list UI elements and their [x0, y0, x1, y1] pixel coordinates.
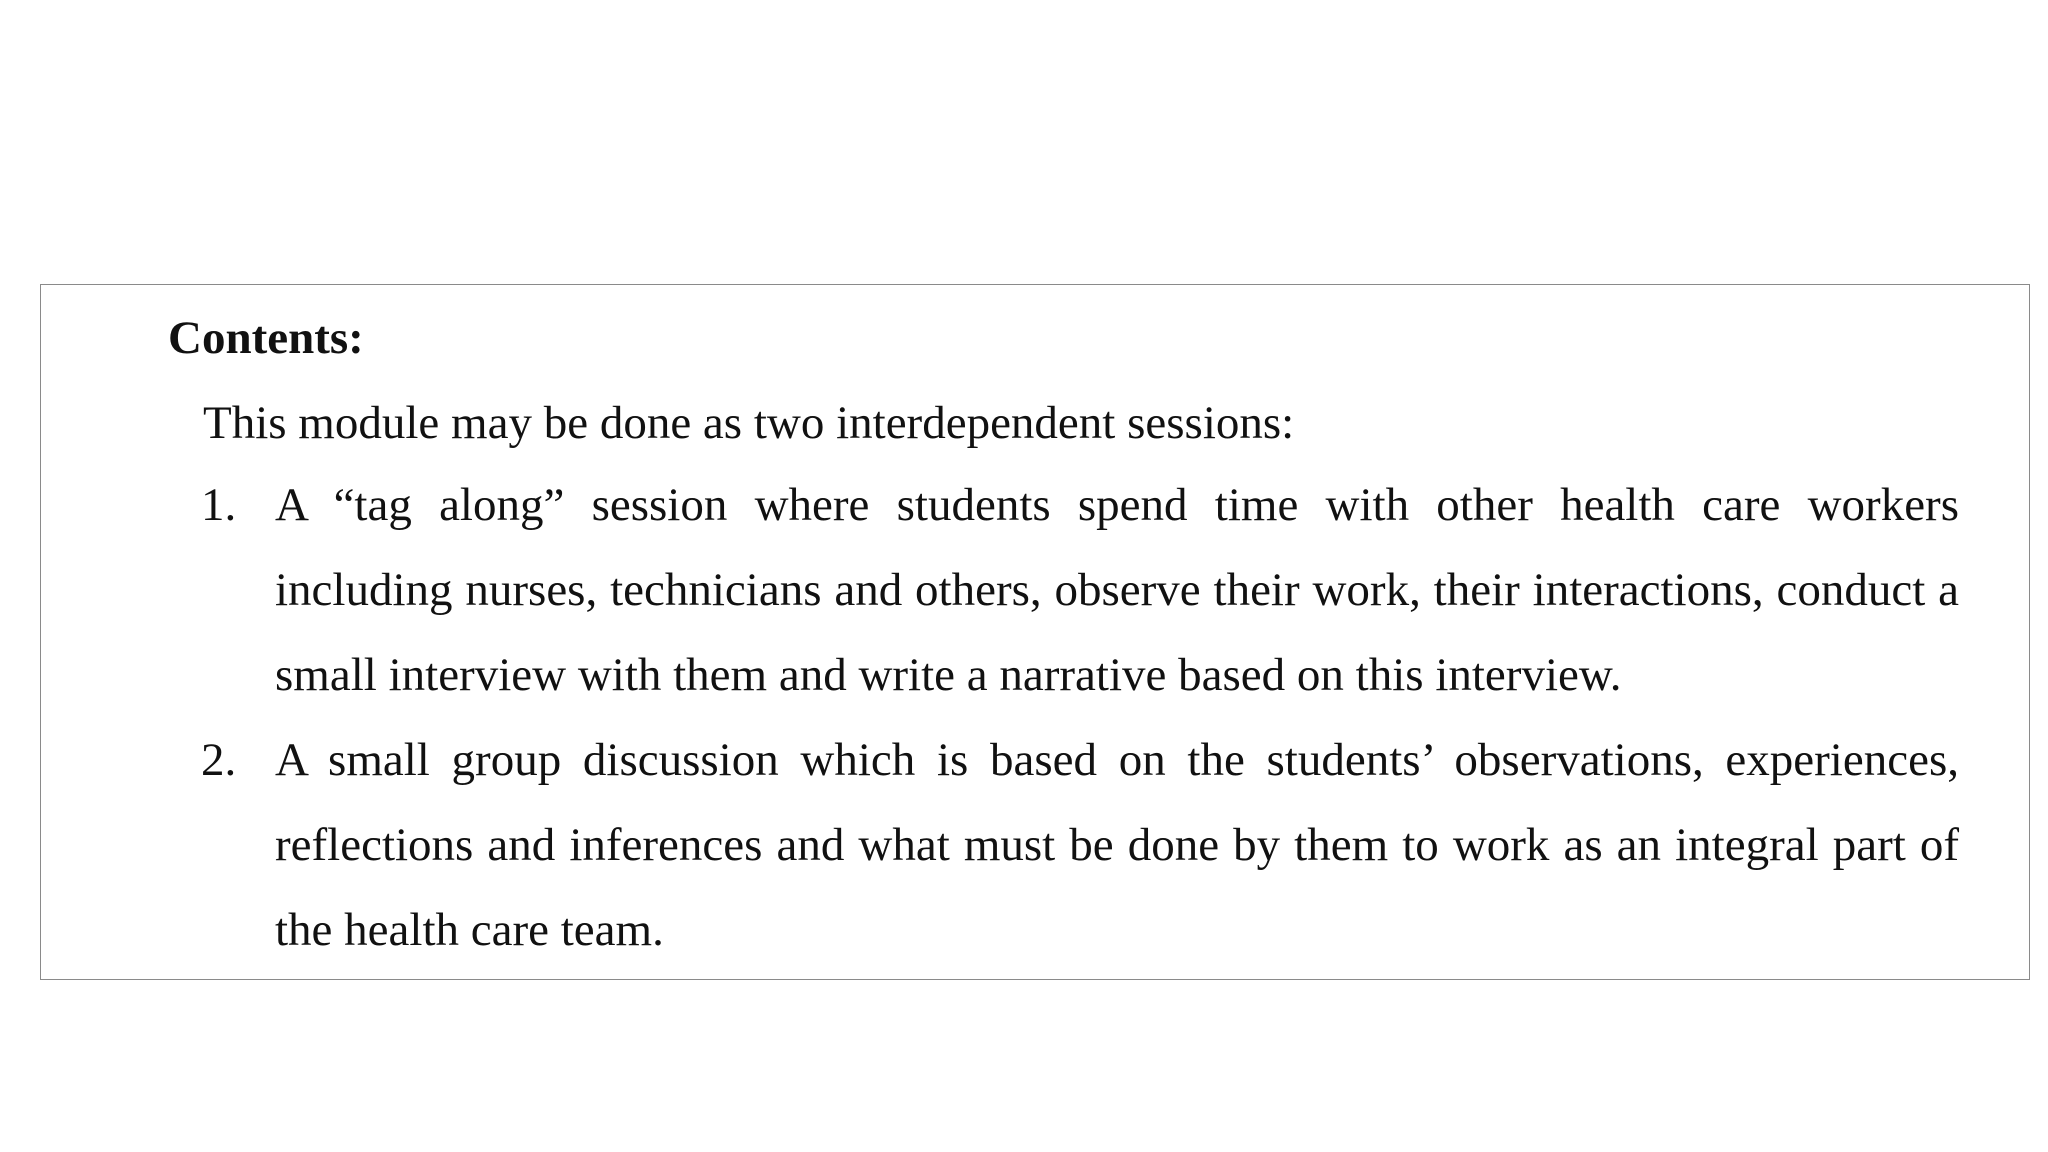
session-list [41, 463, 2029, 973]
list-item-number: 2. [201, 734, 237, 786]
list-item [41, 718, 2029, 973]
list-item-text: A “tag along” session where students spend time with other health care workers including nurses, technicians and others, observe their work, their interactions, conduct a small interview with them and write a narrative based on this interview. [275, 479, 1959, 701]
list-item-text: A small group discussion which is based on the students’ observations, experiences, reflections and inferences and what must be done by them to work as an integral part of the health care team. [275, 734, 1959, 956]
contents-heading: Contents: [168, 312, 364, 364]
list-item [41, 463, 2029, 718]
contents-box [40, 284, 2030, 980]
list-item-number: 1. [201, 479, 237, 531]
intro-text: This module may be done as two interdependent sessions: [203, 397, 1295, 449]
